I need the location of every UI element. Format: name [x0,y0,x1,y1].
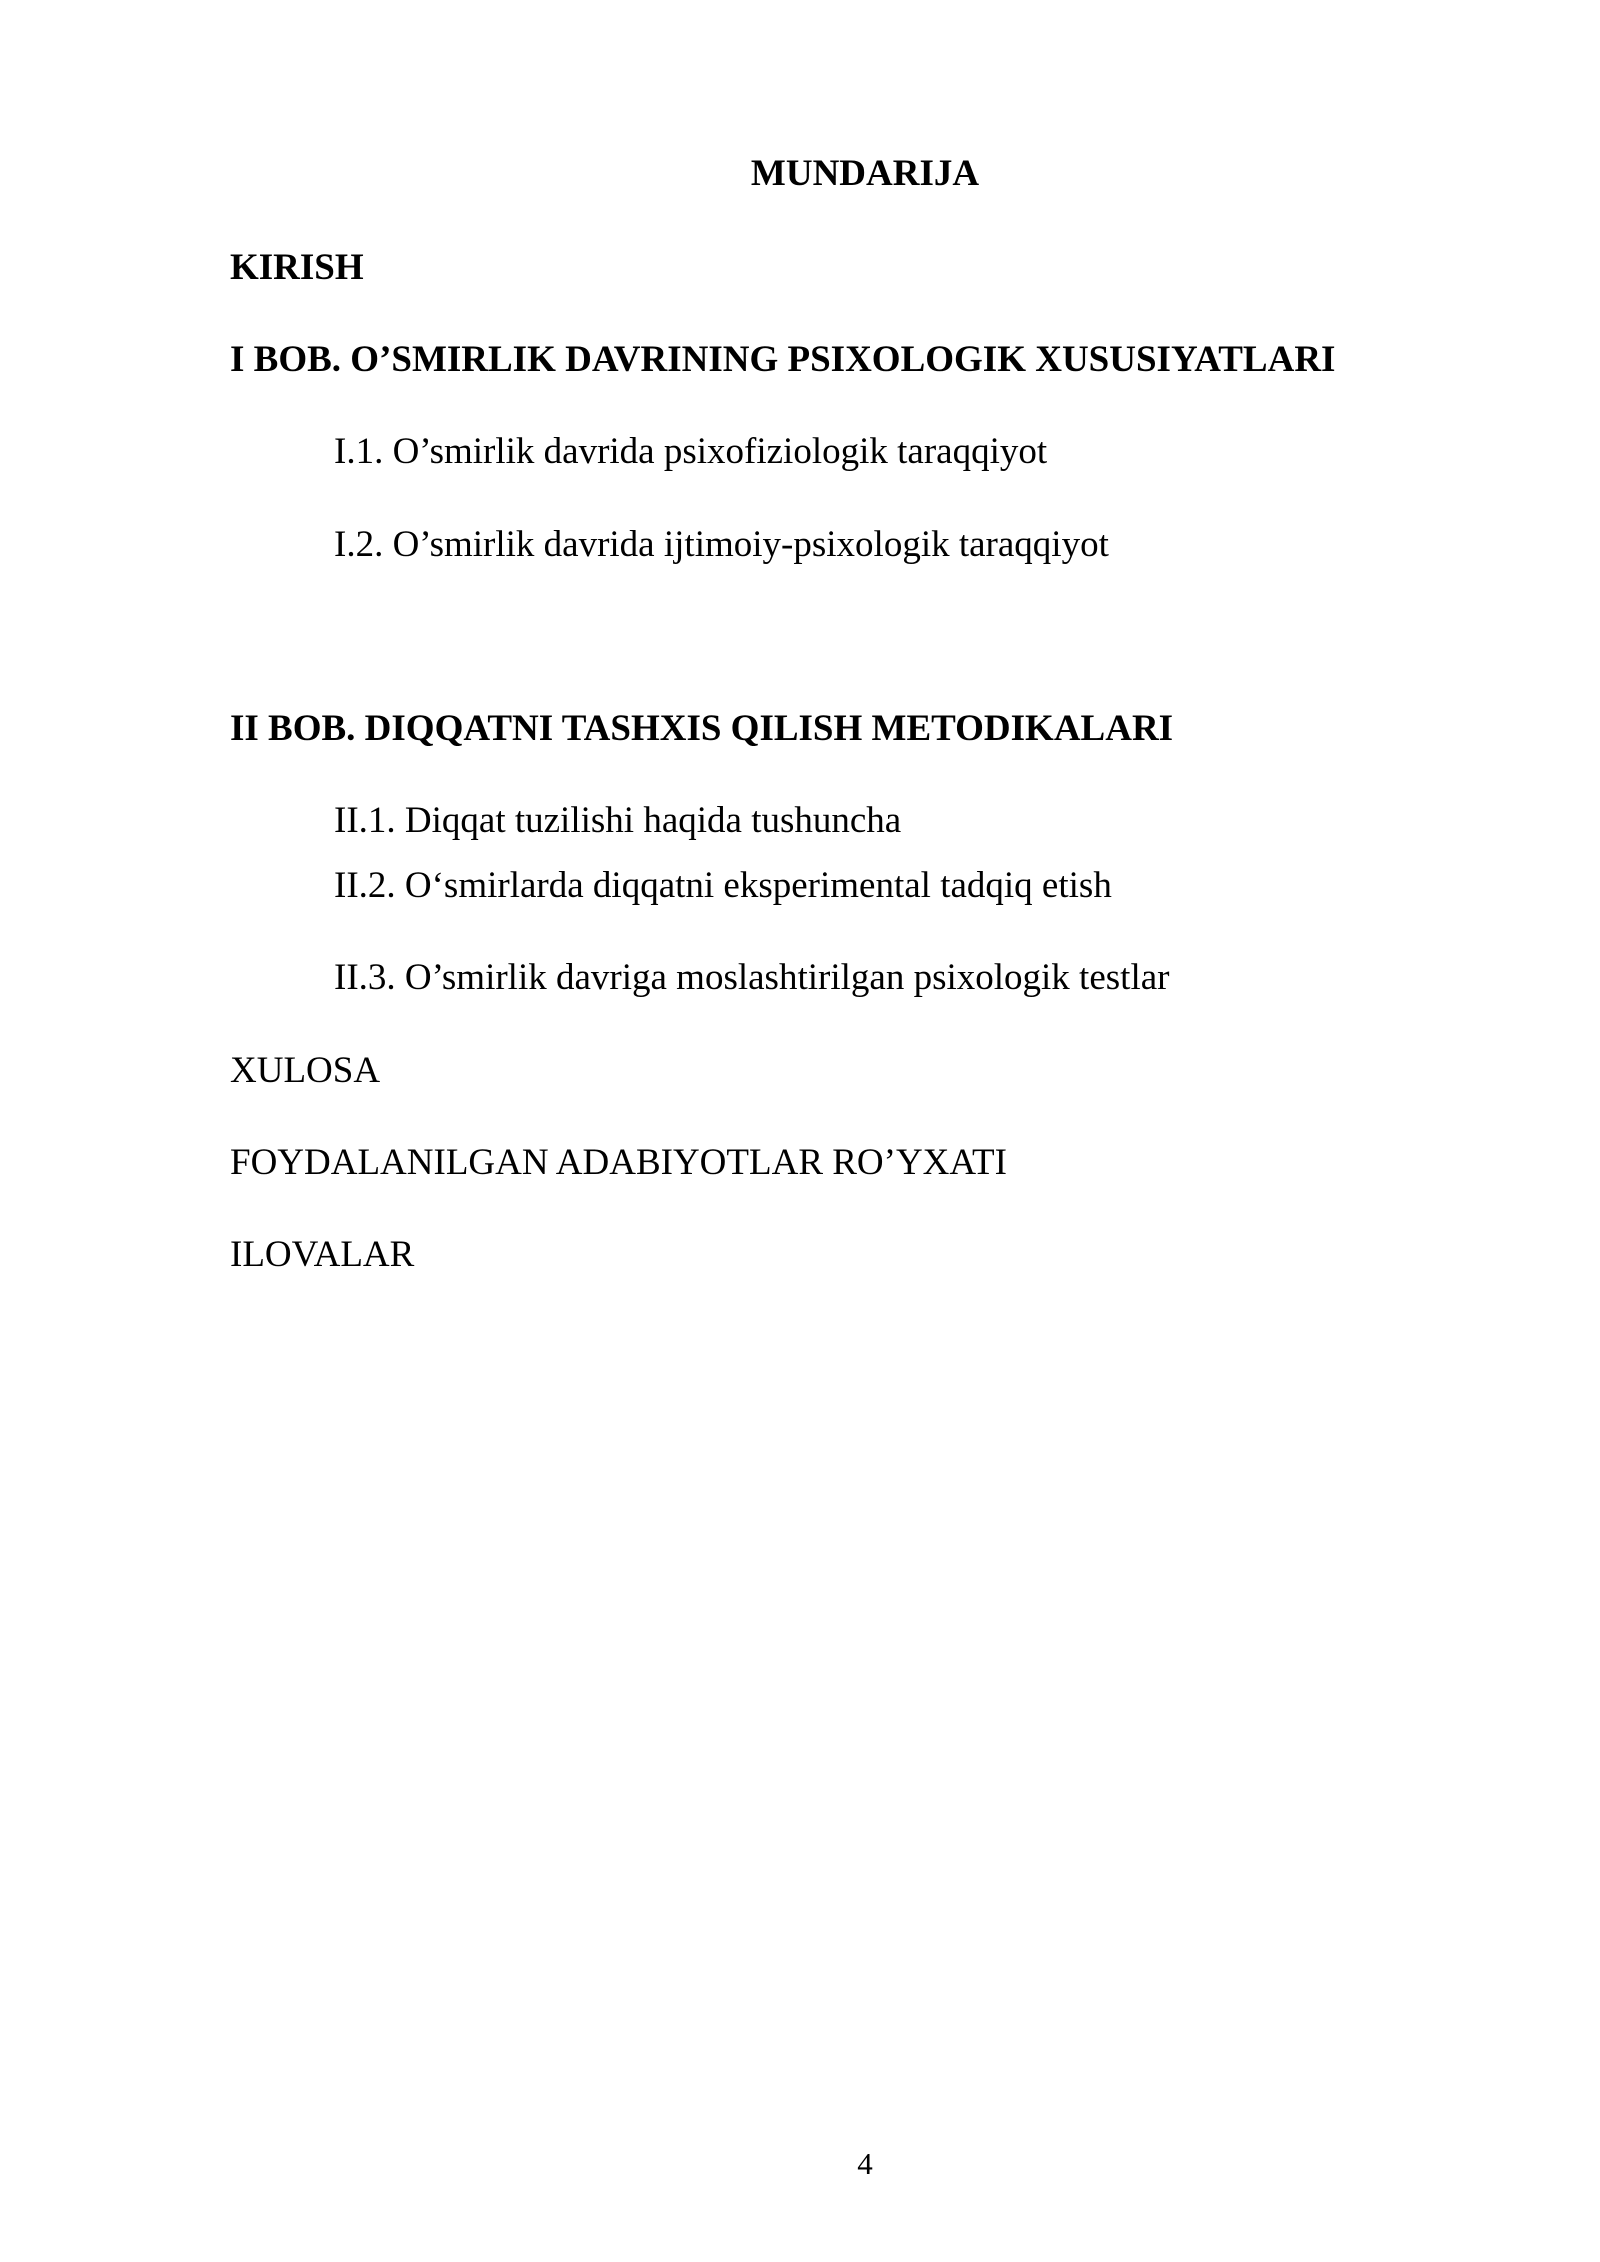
toc-entry-adabiyotlar: FOYDALANILGAN ADABIYOTLAR RO’YXATI [230,1142,1007,1183]
toc-section-1-2: I.2. O’smirlik davrida ijtimoiy-psixologik taraqqiyot [334,524,1109,565]
toc-entry-xulosa: XULOSA [230,1050,381,1091]
toc-entry-kirish: KIRISH [230,247,364,288]
toc-title: MUNDARIJA [750,153,980,194]
toc-entry-ilovalar: ILOVALAR [230,1234,415,1275]
page-number: 4 [857,2146,873,2181]
toc-chapter-2: II BOB. DIQQATNI TASHXIS QILISH METODIKALARI [230,708,1174,749]
toc-section-1-1: I.1. O’smirlik davrida psixofiziologik taraqqiyot [334,431,1048,472]
toc-section-2-1: II.1. Diqqat tuzilishi haqida tushuncha [334,800,902,841]
toc-section-2-3: II.3. O’smirlik davriga moslashtirilgan psixologik testlar [334,957,1170,998]
toc-section-2-2: II.2. O‘smirlarda diqqatni eksperimental tadqiq etish [334,865,1112,906]
toc-chapter-1: I BOB. O’SMIRLIK DAVRINING PSIXOLOGIK XUSUSIYATLARI [230,339,1336,380]
